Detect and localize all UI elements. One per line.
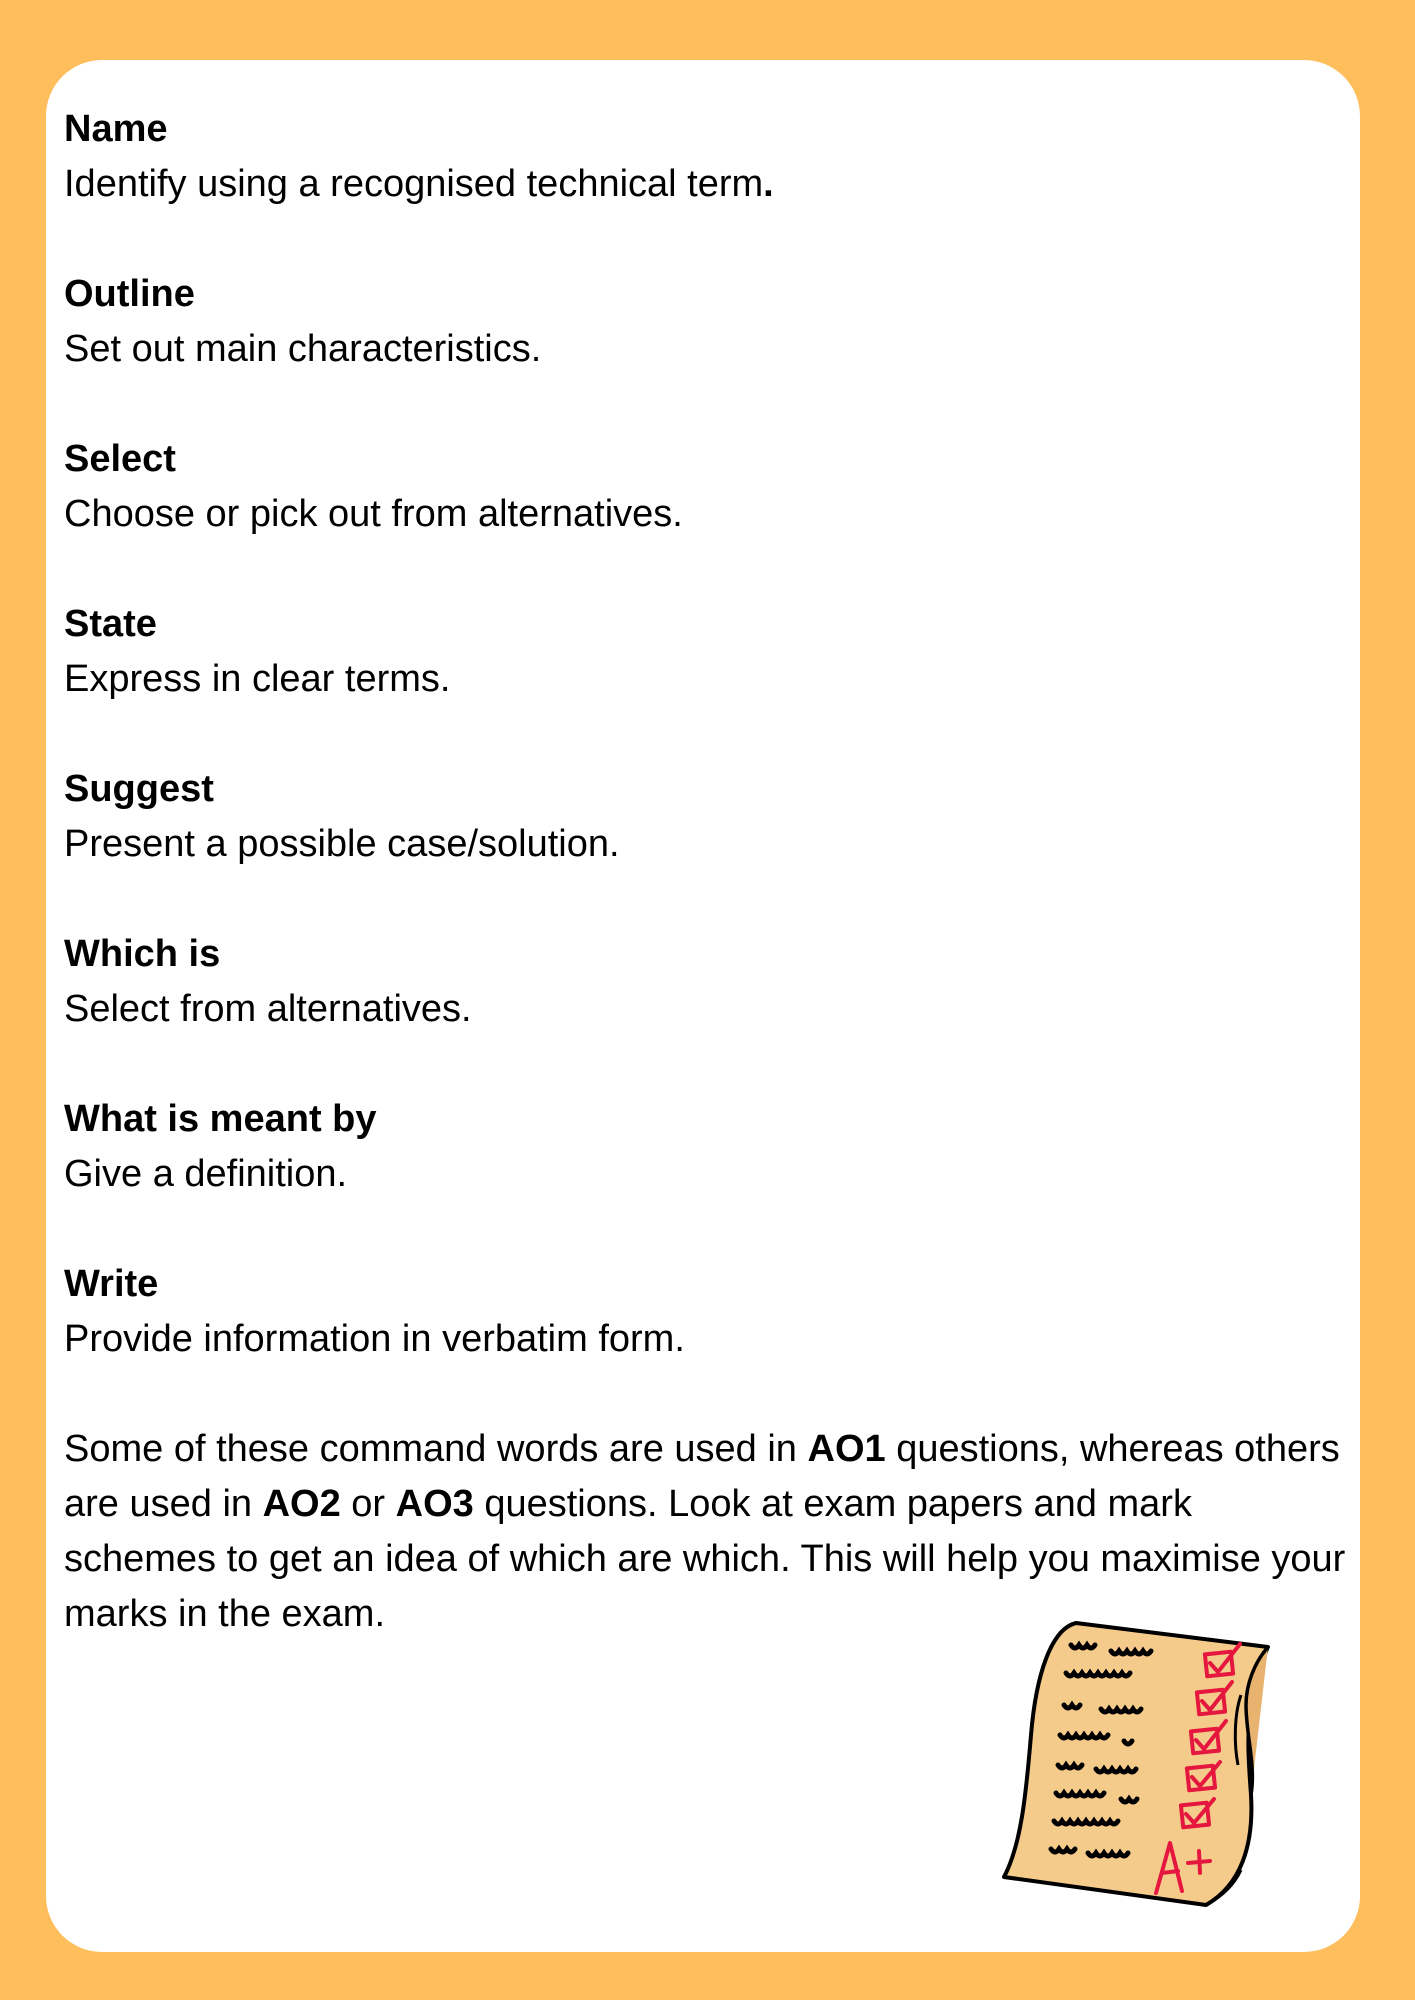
term-which-is: Which is bbox=[64, 933, 221, 975]
ao3-label: AO3 bbox=[395, 1483, 474, 1525]
definition-what-is-meant-by: Give a definition. bbox=[64, 1153, 348, 1195]
term-what-is-meant-by: What is meant by bbox=[64, 1098, 377, 1140]
entry-state bbox=[64, 597, 1354, 707]
command-words-list bbox=[64, 102, 1354, 1642]
definition-state: Express in clear terms. bbox=[64, 658, 451, 700]
ao2-label: AO2 bbox=[262, 1483, 341, 1525]
entry-which-is bbox=[64, 927, 1354, 1037]
content-card bbox=[46, 60, 1360, 1952]
definition-write: Provide information in verbatim form. bbox=[64, 1318, 685, 1360]
term-state: State bbox=[64, 603, 157, 645]
entry-select bbox=[64, 432, 1354, 542]
entry-outline bbox=[64, 267, 1354, 377]
definition-which-is: Select from alternatives. bbox=[64, 988, 472, 1030]
entry-name bbox=[64, 102, 1354, 212]
entry-write bbox=[64, 1257, 1354, 1367]
definition-name: Identify using a recognised technical term. bbox=[64, 163, 774, 205]
term-outline: Outline bbox=[64, 273, 195, 315]
ao1-label: AO1 bbox=[807, 1428, 886, 1470]
definition-select: Choose or pick out from alternatives. bbox=[64, 493, 683, 535]
closing-note: Some of these command words are used in AO1 questions, whereas others are used in AO2 or AO3 questions. Look at exam papers and mark schemes to get an idea of which are which. This will help you maximise your marks in the exam. bbox=[64, 1428, 1346, 1635]
term-suggest: Suggest bbox=[64, 768, 214, 810]
term-select: Select bbox=[64, 438, 176, 480]
entry-what-is-meant-by bbox=[64, 1092, 1354, 1202]
entry-suggest bbox=[64, 762, 1354, 872]
definition-suggest: Present a possible case/solution. bbox=[64, 823, 620, 865]
term-write: Write bbox=[64, 1263, 159, 1305]
term-name: Name bbox=[64, 108, 168, 150]
definition-outline: Set out main characteristics. bbox=[64, 328, 542, 370]
exam-paper-a-plus-icon bbox=[996, 1615, 1286, 1915]
